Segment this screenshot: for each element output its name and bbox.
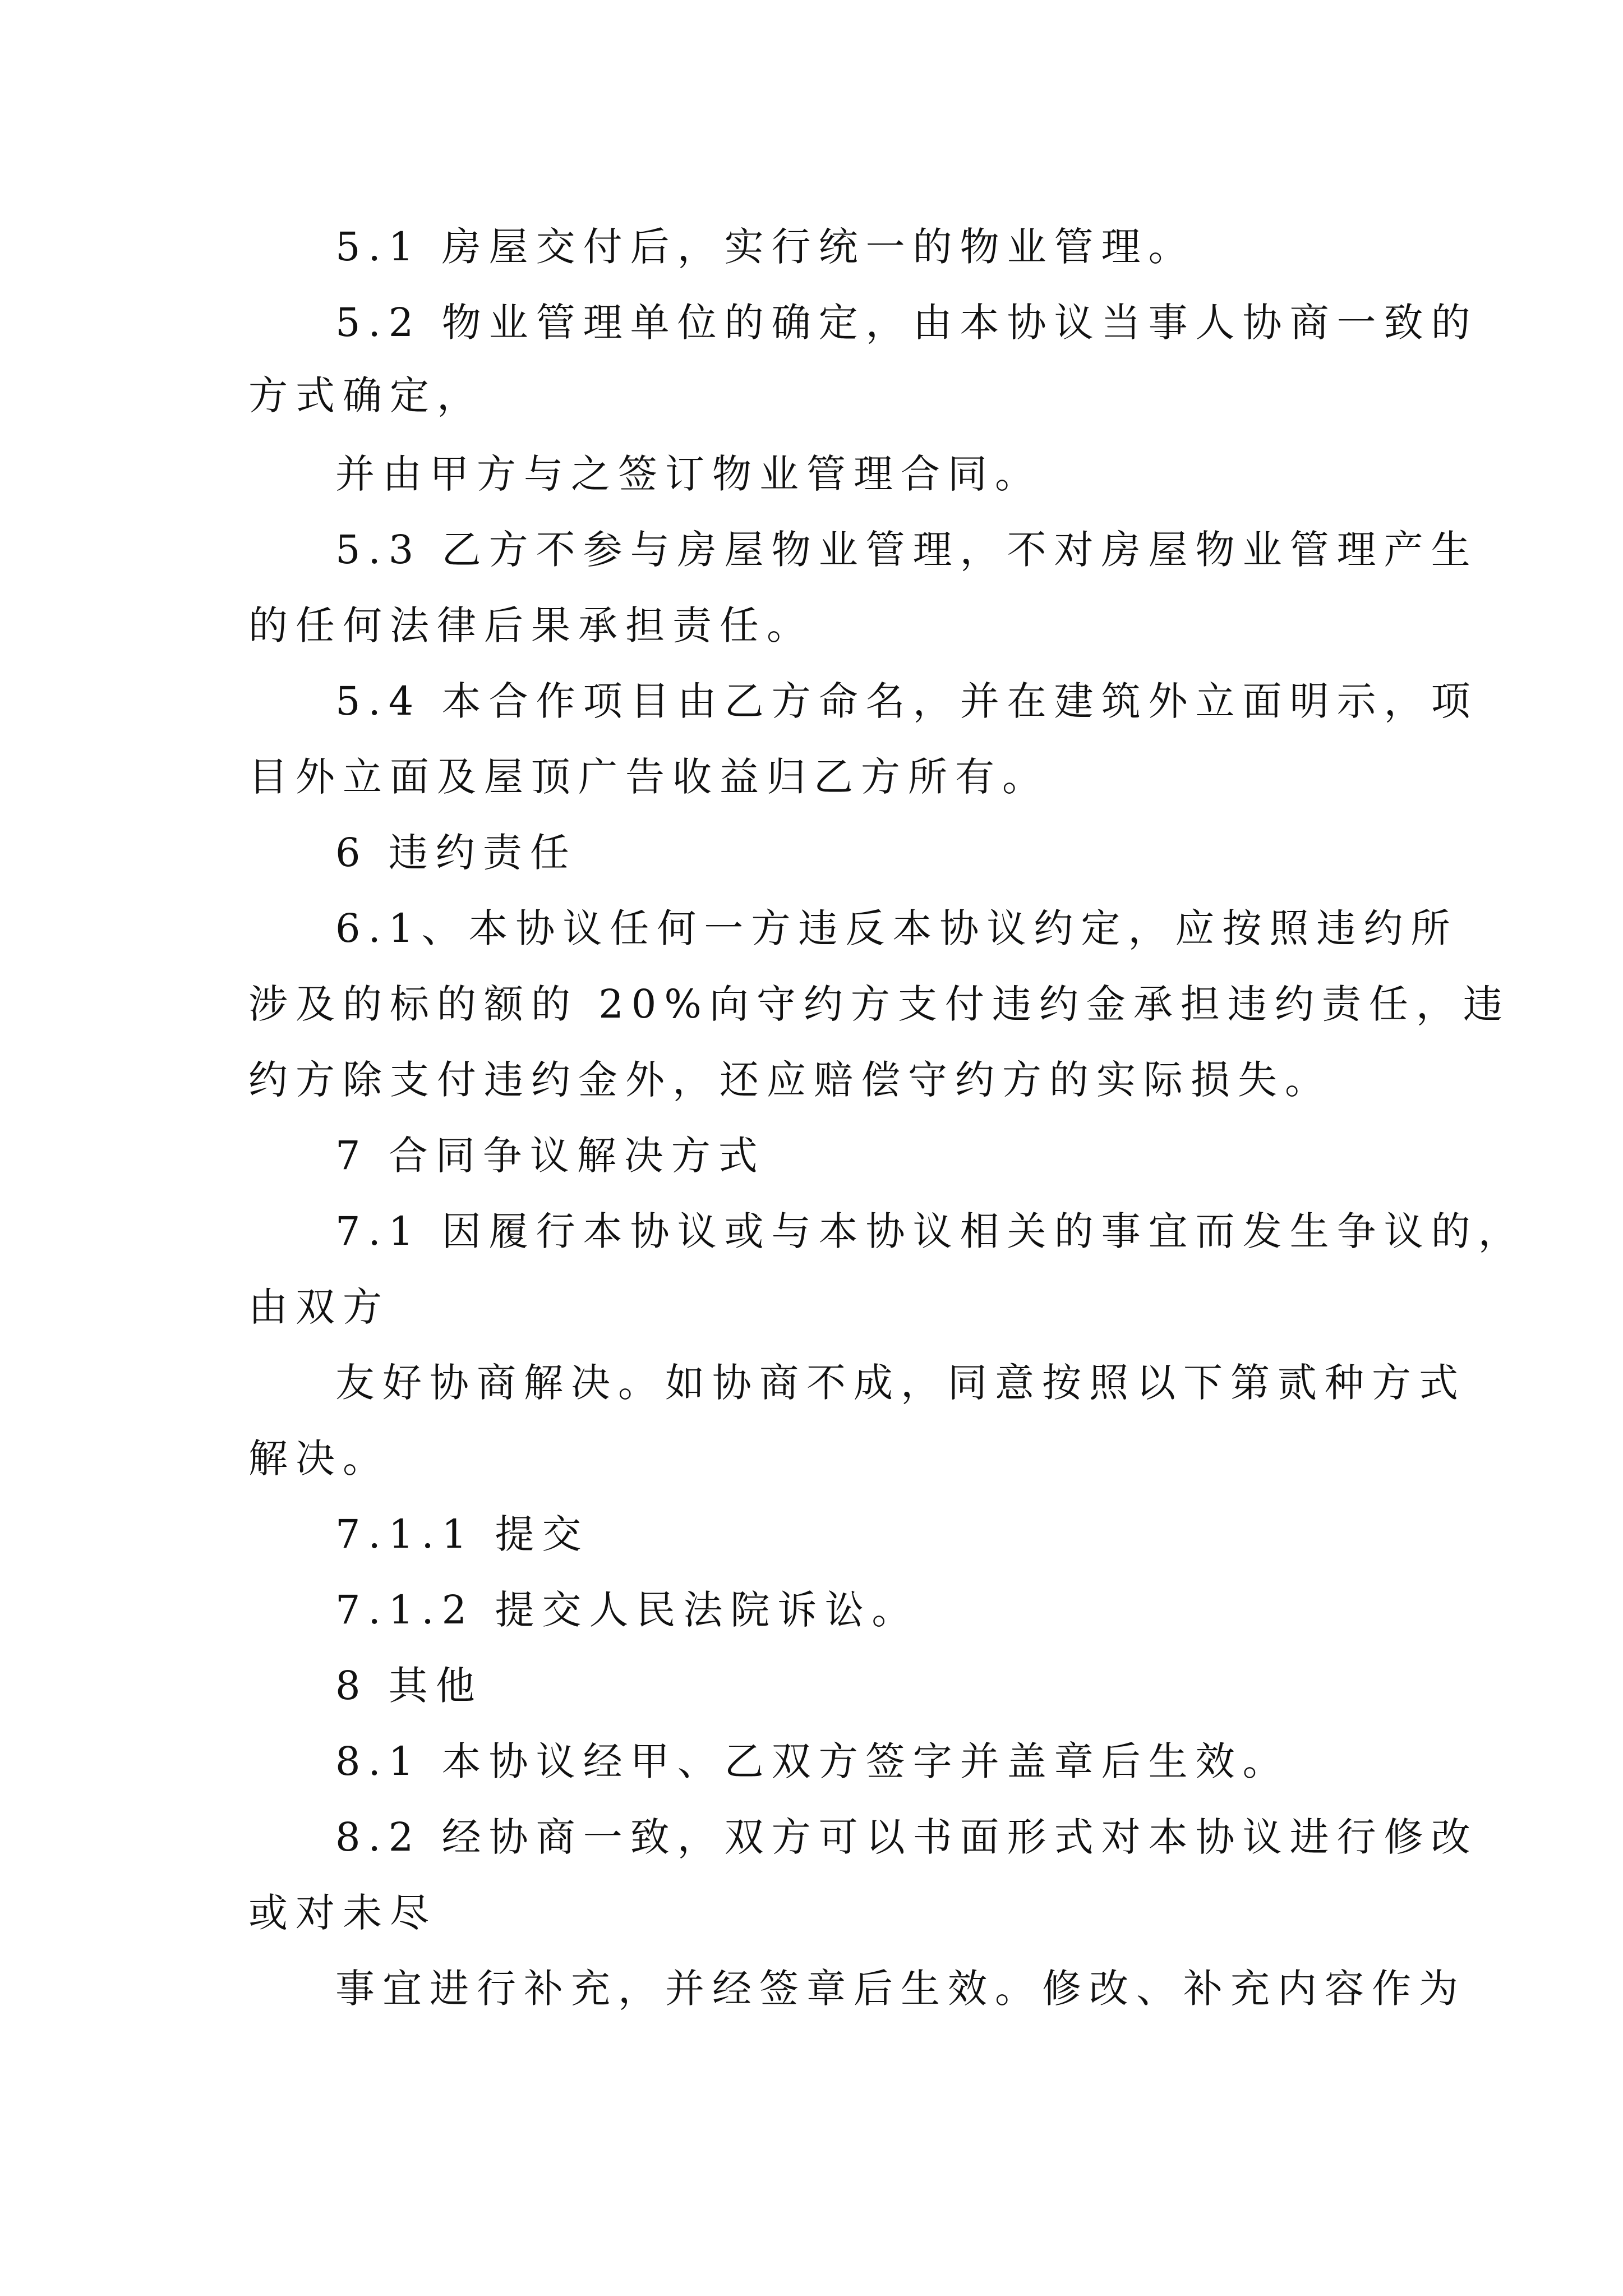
clause-7-1-cont-3: 解决。: [248, 1435, 390, 1481]
clause-5-2-cont-2: 并由甲方与之签订物业管理合同。: [335, 451, 1042, 497]
section-6-heading: 6 违约责任: [335, 830, 577, 876]
section-8-heading: 8 其他: [335, 1663, 483, 1709]
clause-7-1-1: 7.1.1 提交: [335, 1511, 589, 1557]
clause-8-2-cont-2: 事宜进行补充，并经签章后生效。修改、补充内容作为: [335, 1966, 1466, 2012]
clause-5-4-cont: 目外立面及屋顶广告收益归乙方所有。: [248, 754, 1049, 800]
section-7-heading: 7 合同争议解决方式: [335, 1133, 766, 1179]
clause-6-1: 6.1、本协议任何一方违反本协议约定，应按照违约所: [335, 905, 1458, 951]
clause-6-1-cont-2: 约方除支付违约金外，还应赔偿守约方的实际损失。: [248, 1057, 1332, 1103]
clause-7-1: 7.1 因履行本协议或与本协议相关的事宜而发生争议的，: [335, 1208, 1525, 1254]
clause-8-2: 8.2 经协商一致，双方可以书面形式对本协议进行修改: [335, 1814, 1478, 1860]
clause-8-1: 8.1 本协议经甲、乙双方签字并盖章后生效。: [335, 1738, 1290, 1784]
clause-5-3-cont: 的任何法律后果承担责任。: [248, 602, 814, 648]
clause-5-4: 5.4 本合作项目由乙方命名，并在建筑外立面明示，项: [335, 678, 1478, 724]
clause-5-2-cont: 方式确定，: [248, 372, 484, 418]
clause-7-1-2: 7.1.2 提交人民法院诉讼。: [335, 1587, 919, 1633]
clause-5-3: 5.3 乙方不参与房屋物业管理，不对房屋物业管理产生: [335, 527, 1478, 573]
clause-5-1: 5.1 房屋交付后，实行统一的物业管理。: [335, 224, 1196, 270]
clause-7-1-cont: 由双方: [248, 1284, 390, 1330]
clause-5-2: 5.2 物业管理单位的确定，由本协议当事人协商一致的: [335, 300, 1478, 346]
clause-6-1-cont: 涉及的标的额的 20%向守约方支付违约金承担违约责任，违: [248, 981, 1510, 1027]
clause-8-2-cont: 或对未尽: [248, 1890, 437, 1936]
clause-7-1-cont-2: 友好协商解决。如协商不成，同意按照以下第贰种方式: [335, 1360, 1466, 1406]
